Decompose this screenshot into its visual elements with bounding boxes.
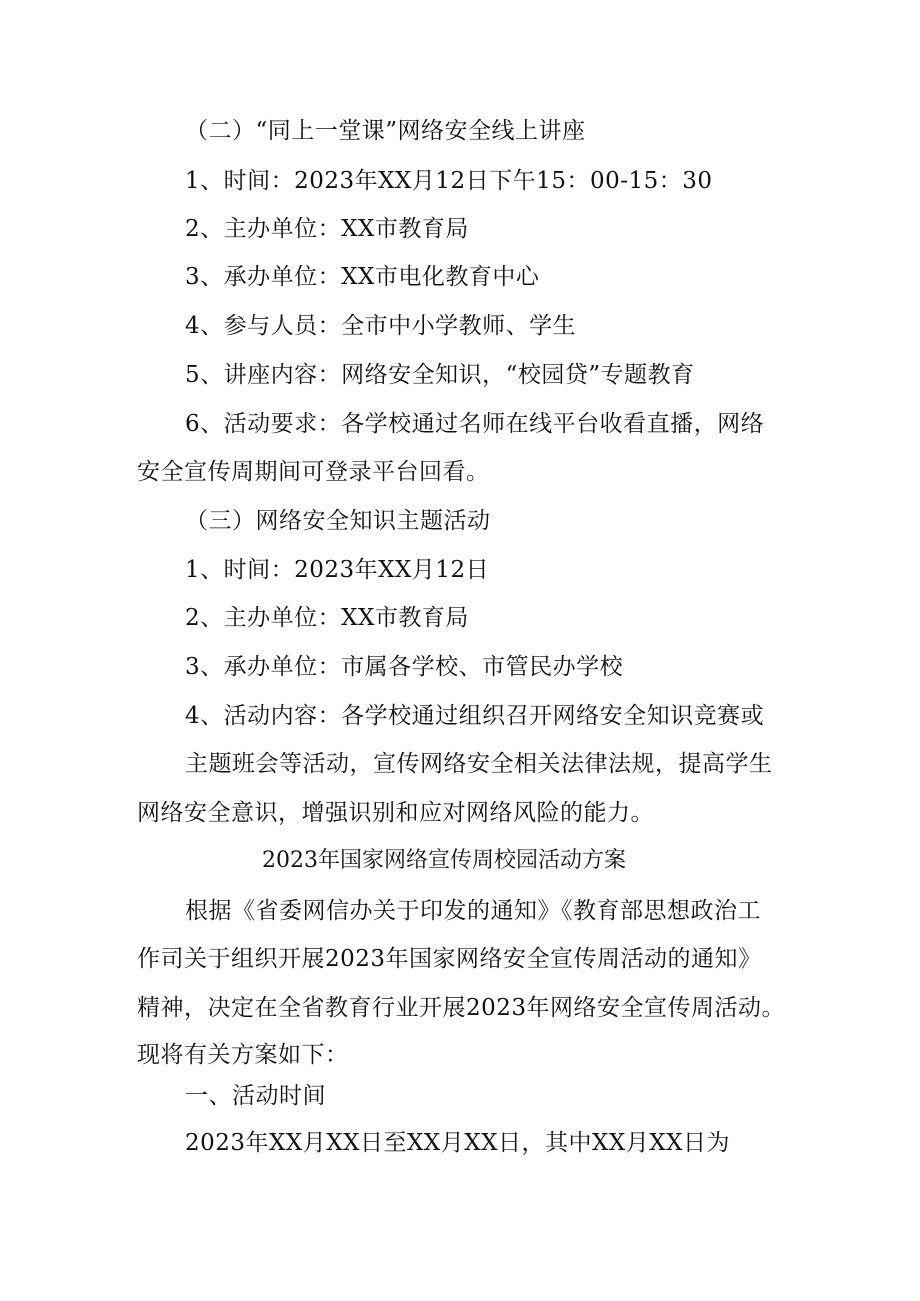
plan-subheading-time: 一、活动时间 [185, 1083, 326, 1109]
plan-time-line: 2023年XX月XX日至XX月XX日，其中XX月XX日为 [185, 1130, 731, 1156]
lecture-requirements-continued: 安全宣传周期间可登录平台回看。 [137, 459, 490, 485]
activity-organizer: 2、主办单位：XX市教育局 [185, 605, 469, 631]
activity-host: 3、承办单位：市属各学校、市管民办学校 [185, 654, 624, 680]
lecture-time: 1、时间：2023年XX月12日下午15：00-15：30 [185, 168, 713, 194]
activity-content-line3: 网络安全意识，增强识别和应对网络风险的能力。 [137, 800, 654, 826]
lecture-participants: 4、参与人员：全市中小学教师、学生 [185, 313, 577, 339]
activity-content: 4、活动内容：各学校通过组织召开网络安全知识竞赛或 [185, 703, 765, 729]
plan-paragraph-line3: 精神，决定在全省教育行业开展2023年网络安全宣传周活动。 [137, 995, 786, 1021]
plan-paragraph-line2: 作司关于组织开展2023年国家网络安全宣传周活动的通知》 [137, 946, 762, 972]
section-heading-lecture: （二）“同上一堂课”网络安全线上讲座 [185, 118, 586, 144]
lecture-requirements: 6、活动要求：各学校通过名师在线平台收看直播，网络 [185, 411, 765, 437]
section-heading-knowledge: （三）网络安全知识主题活动 [185, 508, 491, 534]
activity-time: 1、时间：2023年XX月12日 [185, 557, 490, 583]
plan-paragraph-line4: 现将有关方案如下： [137, 1042, 349, 1068]
plan-title: 2023年国家网络宣传周校园活动方案 [262, 848, 626, 873]
lecture-host: 3、承办单位：XX市电化教育中心 [185, 264, 540, 290]
plan-paragraph-line1: 根据《省委网信办关于印发的通知》《教育部思想政治工 [185, 898, 761, 924]
lecture-organizer: 2、主办单位：XX市教育局 [185, 216, 469, 242]
activity-content-line2: 主题班会等活动，宣传网络安全相关法律法规，提高学生 [185, 751, 773, 777]
lecture-content: 5、讲座内容：网络安全知识，“校园贷”专题教育 [185, 362, 695, 388]
